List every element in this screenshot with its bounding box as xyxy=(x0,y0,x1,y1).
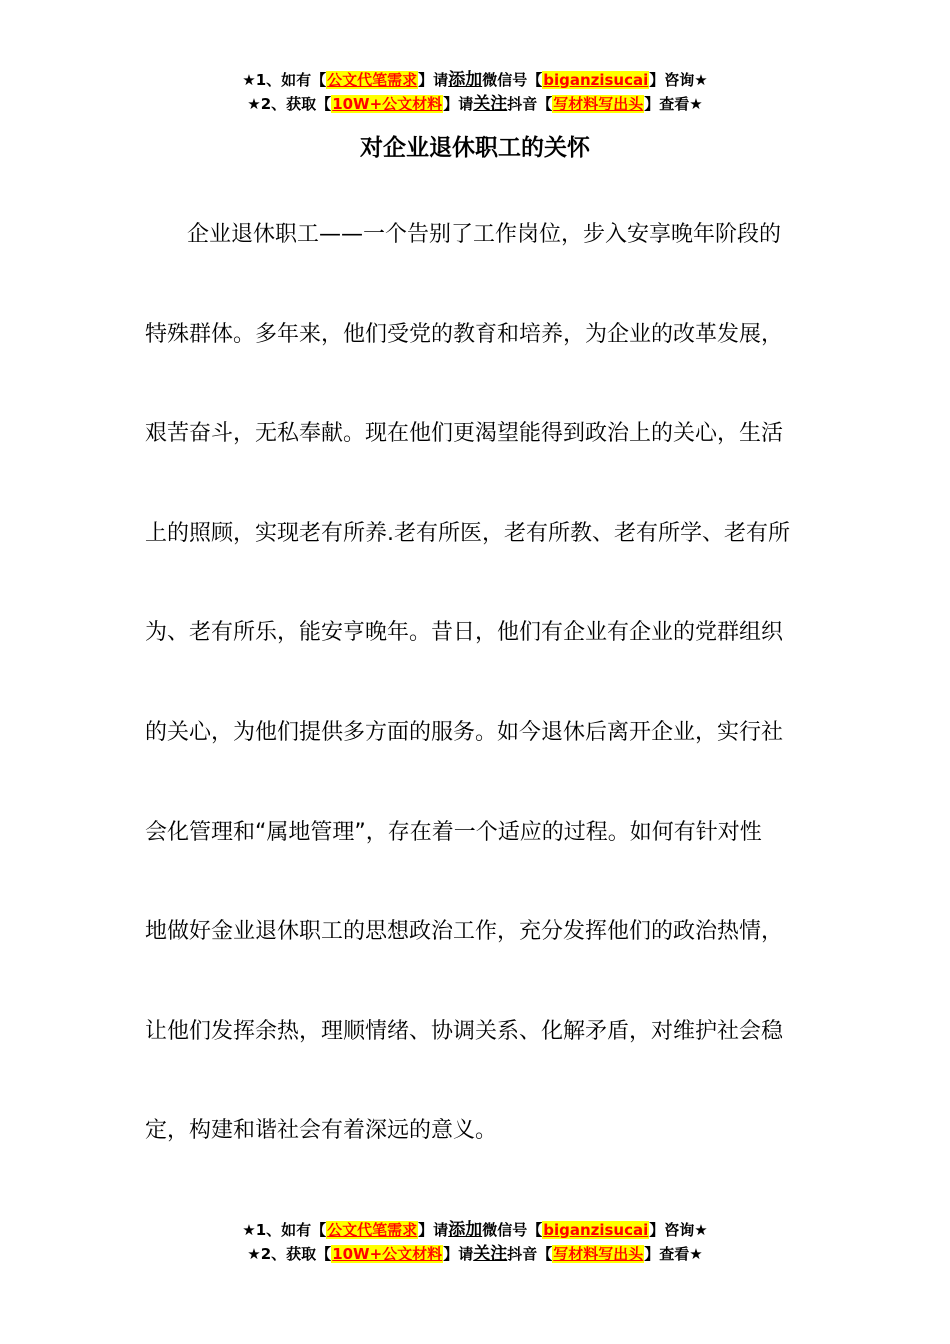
banner-text: 】查看★ xyxy=(644,1245,703,1263)
banner-highlight: 10W+公文材料 xyxy=(332,95,443,113)
body-line: 让他们发挥余热，理顺情绪、协调关系、化解矛盾，对维护社会稳 xyxy=(145,1018,784,1044)
banner-text: 微信号【 xyxy=(482,71,543,89)
banner-keyword: 添加 xyxy=(448,1220,483,1240)
banner-keyword: 关注 xyxy=(473,94,508,114)
banner-text: 】请 xyxy=(443,1245,474,1263)
banner-highlight: 公文代笔需求 xyxy=(327,1221,418,1239)
banner-text: 微信号【 xyxy=(482,1221,543,1239)
banner-highlight: biganzisucai xyxy=(543,1221,649,1239)
banner-highlight: biganzisucai xyxy=(543,71,649,89)
banner-line-2 xyxy=(0,92,950,116)
banner-line-1 xyxy=(0,1218,950,1242)
body-line: 艰苦奋斗，无私奉献。现在他们更渴望能得到政治上的关心，生活 xyxy=(145,421,784,447)
banner-text: 抖音【 xyxy=(507,1245,553,1263)
banner-keyword: 添加 xyxy=(448,70,483,90)
banner-keyword: 关注 xyxy=(473,1244,508,1264)
banner-text: ★1、如有【 xyxy=(242,71,327,89)
banner-text: ★1、如有【 xyxy=(242,1221,327,1239)
body-line: 的关心，为他们提供多方面的服务。如今退休后离开企业，实行社 xyxy=(145,719,784,745)
banner-highlight: 10W+公文材料 xyxy=(332,1245,443,1263)
body-line: 定，构建和谐社会有着深远的意义。 xyxy=(145,1118,498,1144)
banner-text: 】请 xyxy=(443,95,474,113)
body-line: 企业退休职工——一个告别了工作岗位，步入安享晚年阶段的 xyxy=(187,222,782,247)
banner-text: ★2、获取【 xyxy=(247,95,332,113)
document-title: 对企业退休职工的关怀 xyxy=(360,135,590,161)
banner-text: ★2、获取【 xyxy=(247,1245,332,1263)
body-line: 上的照顾，实现老有所养.老有所医，老有所教、老有所学、老有所 xyxy=(145,520,790,546)
body-line: 为、老有所乐，能安亨晚年。昔日，他们有企业有企业的党群组织 xyxy=(145,620,784,646)
footer-banner xyxy=(0,1218,950,1266)
banner-text: 】咨询★ xyxy=(649,1221,708,1239)
body-line: 特殊群体。多年来，他们受党的教育和培养，为企业的改革发展， xyxy=(145,321,784,347)
banner-highlight: 写材料写出头 xyxy=(553,95,644,113)
banner-line-1 xyxy=(0,68,950,92)
banner-highlight: 公文代笔需求 xyxy=(327,71,418,89)
banner-text: 】咨询★ xyxy=(649,71,708,89)
header-banner xyxy=(0,68,950,116)
body-line: 地做好金业退休职工的思想政治工作，充分发挥他们的政治热情， xyxy=(145,919,784,945)
document-body xyxy=(145,210,810,1206)
banner-text: 】请 xyxy=(418,1221,449,1239)
banner-text: 抖音【 xyxy=(507,95,553,113)
body-line: 会化管理和“属地管理”，存在着一个适应的过程。如何有针对性 xyxy=(145,819,762,845)
banner-text: 】请 xyxy=(418,71,449,89)
banner-text: 】查看★ xyxy=(644,95,703,113)
banner-line-2 xyxy=(0,1242,950,1266)
banner-highlight: 写材料写出头 xyxy=(553,1245,644,1263)
